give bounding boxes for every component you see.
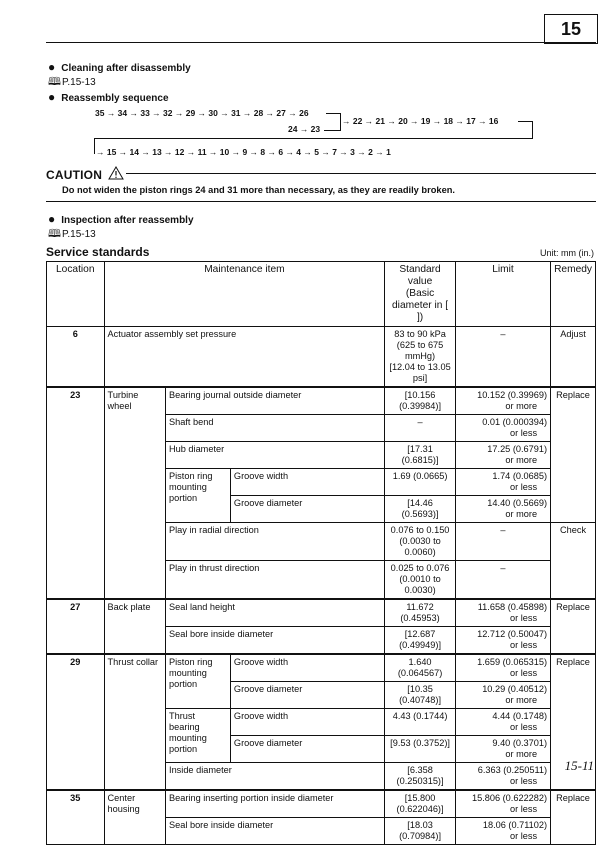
table-row [47,387,596,415]
item-cell: Seal bore inside diameter [166,818,385,845]
sequence-connector-right [518,121,533,139]
part-cell: Turbine wheel [104,387,165,599]
standard-cell: 0.076 to 0.150 (0.0030 to 0.0060) [385,523,456,561]
item-cell: Play in radial direction [166,523,385,561]
inspection-label: Inspection after reassembly [61,215,194,226]
limit-cell: – [455,561,550,600]
limit-cell: 10.29 (0.40512) or more [455,682,550,709]
table-row [47,327,596,388]
limit-cell: 11.658 (0.45898) or less [455,599,550,627]
reassembly-heading [48,90,169,104]
book-icon: 🕮 [48,76,61,88]
limit-cell: 1.74 (0.0685) or less [455,469,550,496]
item-cell: Bearing inserting portion inside diameter [166,790,385,818]
cleaning-heading [48,60,191,74]
limit-cell: 0.01 (0.000394) or less [455,415,550,442]
table-row [47,654,596,682]
chapter-label: 15 [560,18,582,39]
sequence-bracket-top [326,113,341,128]
page-number: 15-11 [564,758,594,773]
standard-cell: 0.025 to 0.076 (0.0010 to 0.0030) [385,561,456,600]
caution-heading [46,166,124,182]
item-cell: Groove width [230,709,384,736]
subitem-cell: Thrust bearing mounting portion [166,709,231,763]
limit-cell: 10.152 (0.39969) or more [455,387,550,415]
standard-cell: [10.156 (0.39984)] [385,387,456,415]
item-cell: Groove diameter [230,682,384,709]
book-icon: 🕮 [48,228,61,240]
inspection-heading [48,212,194,226]
caution-text: Do not widen the piston rings 24 and 31 more than necessary, as they are readily broken. [62,185,455,195]
limit-cell: 12.712 (0.50047) or less [455,627,550,655]
unit-label: Unit: mm (in.) [540,248,594,258]
item-cell: Seal land height [166,599,385,627]
item-cell: Groove diameter [230,736,384,763]
item-cell: Hub diameter [166,442,385,469]
item-cell: Shaft bend [166,415,385,442]
standard-cell: [15.800 (0.622046)] [385,790,456,818]
standard-cell: [17.31 (0.6815)] [385,442,456,469]
remedy-cell: Adjust [551,327,596,388]
col-location: Location [47,262,105,327]
header-rule [46,42,596,43]
chapter-number [544,14,598,44]
sequence-line-1: 35 → 34 → 33 → 32 → 29 → 30 → 31 → 28 → 27 → 26 [95,108,309,118]
limit-cell: 1.659 (0.065315) or less [455,654,550,682]
cleaning-label: Cleaning after disassembly [61,63,191,74]
part-cell: Back plate [104,599,165,654]
table-row [47,790,596,818]
limit-cell: – [455,523,550,561]
inspection-ref[interactable] [48,225,96,244]
limit-cell: 9.40 (0.3701) or more [455,736,550,763]
limit-cell: 4.44 (0.1748) or less [455,709,550,736]
table-row [47,599,596,627]
limit-cell: 17.25 (0.6791) or more [455,442,550,469]
remedy-cell: Replace [551,654,596,790]
subitem-cell: Piston ring mounting portion [166,654,231,709]
remedy-cell: Check [551,523,596,600]
standard-cell: [6.358 (0.250315)] [385,763,456,791]
standard-cell: 11.672 (0.45953) [385,599,456,627]
bullet-icon: ● [48,212,56,226]
inspection-ref-page: P.15-13 [62,229,96,240]
location-cell: 23 [47,387,105,599]
standard-cell: 1.640 (0.064567) [385,654,456,682]
standard-cell: [14.46 (0.5693)] [385,496,456,523]
limit-cell: – [455,327,550,388]
item-cell: Actuator assembly set pressure [104,327,385,388]
item-cell: Bearing journal outside diameter [166,387,385,415]
col-limit: Limit [455,262,550,327]
col-maintenance-item: Maintenance item [104,262,385,327]
location-cell: 29 [47,654,105,790]
sequence-line-2: 24 → 23 [288,124,321,134]
bullet-icon: ● [48,60,56,74]
item-cell: Seal bore inside diameter [166,627,385,655]
table-header-row [47,262,596,327]
standard-cell: [18.03 (0.70984)] [385,818,456,845]
item-cell: Play in thrust direction [166,561,385,600]
location-cell: 27 [47,599,105,654]
caution-rule-bottom [46,201,596,202]
standard-cell: [12.687 (0.49949)] [385,627,456,655]
cleaning-ref-page: P.15-13 [62,77,96,88]
location-cell: 6 [47,327,105,388]
caution-label: CAUTION [46,168,103,182]
part-cell: Thrust collar [104,654,165,790]
limit-cell: 14.40 (0.5669) or more [455,496,550,523]
location-cell: 35 [47,790,105,845]
caution-rule [126,173,596,174]
service-standards-title: Service standards [46,245,150,259]
subitem-cell: Piston ring mounting portion [166,469,231,523]
item-cell: Inside diameter [166,763,385,791]
standard-cell: 4.43 (0.1744) [385,709,456,736]
warning-icon [108,166,124,180]
limit-cell: 18.06 (0.71102) or less [455,818,550,845]
item-cell: Groove width [230,654,384,682]
service-standards-table [46,261,596,845]
part-cell: Center housing [104,790,165,845]
limit-cell: 15.806 (0.622282) or less [455,790,550,818]
remedy-cell: Replace [551,387,596,523]
standard-cell: 1.69 (0.0665) [385,469,456,496]
standard-cell: – [385,415,456,442]
bullet-icon: ● [48,90,56,104]
remedy-cell: Replace [551,599,596,654]
standard-cell: 83 to 90 kPa (625 to 675 mmHg) [12.04 to 13.05 psi] [385,327,456,388]
item-cell: Groove diameter [230,496,384,523]
item-cell: Groove width [230,469,384,496]
limit-cell: 6.363 (0.250511) or less [455,763,550,791]
col-remedy: Remedy [551,262,596,327]
standard-cell: [10.35 (0.40748)] [385,682,456,709]
sequence-line-4: → 15 → 14 → 13 → 12 → 11 → 10 → 9 → 8 → 6 → 4 → 5 → 7 → 3 → 2 → 1 [96,147,391,157]
col-standard: Standard value (Basic diameter in [ ]) [385,262,456,327]
sequence-line-3: → 22 → 21 → 20 → 19 → 18 → 17 → 16 [342,116,499,126]
standard-cell: [9.53 (0.3752)] [385,736,456,763]
reassembly-label: Reassembly sequence [61,93,169,104]
remedy-cell: Replace [551,790,596,845]
sequence-bracket-bottom [324,127,341,131]
